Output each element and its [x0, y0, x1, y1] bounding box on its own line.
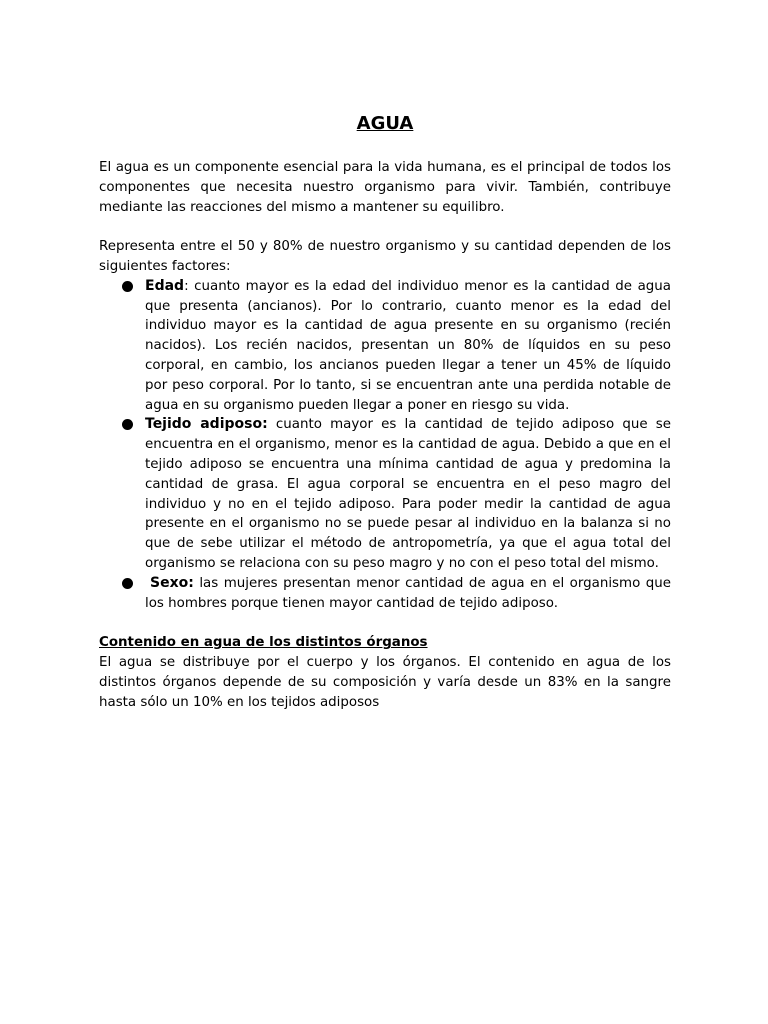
- factor-term: Sexo:: [150, 574, 194, 591]
- factors-intro-paragraph: Representa entre el 50 y 80% de nuestro organismo y su cantidad dependen de los siguientes factores:: [99, 239, 671, 274]
- factor-text: cuanto mayor es la cantidad de tejido adiposo que se encuentra en el organismo, menor es la cantidad de agua. Debido a que en el tejido adiposo se encuentra una mínima cantidad de agua y predomina la cantidad de grasa. El agua corporal se encuentra en el peso magro del individuo y no en el tejido adiposo. Para poder medir la cantidad de agua presente en el organismo no se puede pesar al individuo en la balanza si no que de sebe utilizar el método de antropometría, ya que el agua total del organismo se relaciona con su peso magro y no con el peso total del mismo.: [145, 417, 671, 571]
- document-title: AGUA: [356, 113, 414, 134]
- factor-term: Tejido adiposo:: [145, 416, 268, 433]
- bullet-icon: [122, 578, 133, 589]
- bullet-icon: [122, 419, 133, 430]
- intro-paragraph: El agua es un componente esencial para la vida humana, es el principal de todos los componentes que necesita nuestro organismo para vivir. También, contribuye mediante las reacciones del mismo a mantener su equilibro.: [99, 160, 671, 215]
- factor-text: las mujeres presentan menor cantidad de agua en el organismo que los hombres porque tienen mayor cantidad de tejido adiposo.: [145, 575, 671, 611]
- section-paragraph: El agua se distribuye por el cuerpo y los órganos. El contenido en agua de los distintos órganos depende de su composición y varía desde un 83% en la sangre hasta sólo un 10% en los tejidos adiposos: [99, 654, 671, 710]
- bullet-icon: [122, 281, 133, 292]
- factor-item-tejido-adiposo: [145, 415, 671, 573]
- section-heading: Contenido en agua de los distintos órganos: [99, 635, 428, 651]
- factors-list: [99, 277, 671, 614]
- factor-text: : cuanto mayor es la edad del individuo menor es la cantidad de agua que presenta (ancianos). Por lo contrario, cuanto menor es la edad del individuo mayor es la cantidad de agua presente en su organismo (recién nacidos). Los recién nacidos, presentan un 80% de líquidos en su peso corporal, en cambio, los ancianos pueden llegar a tener un 45% de líquido por peso corporal. Por lo tanto, si se encuentran ante una perdida notable de agua en su organismo pueden llegar a poner en riesgo su vida.: [145, 278, 671, 413]
- factor-term: Edad: [145, 277, 185, 294]
- paragraph-spacer: [99, 217, 671, 237]
- factor-item-edad: [145, 277, 671, 416]
- document-page: [99, 112, 671, 712]
- factor-item-sexo: [145, 574, 671, 614]
